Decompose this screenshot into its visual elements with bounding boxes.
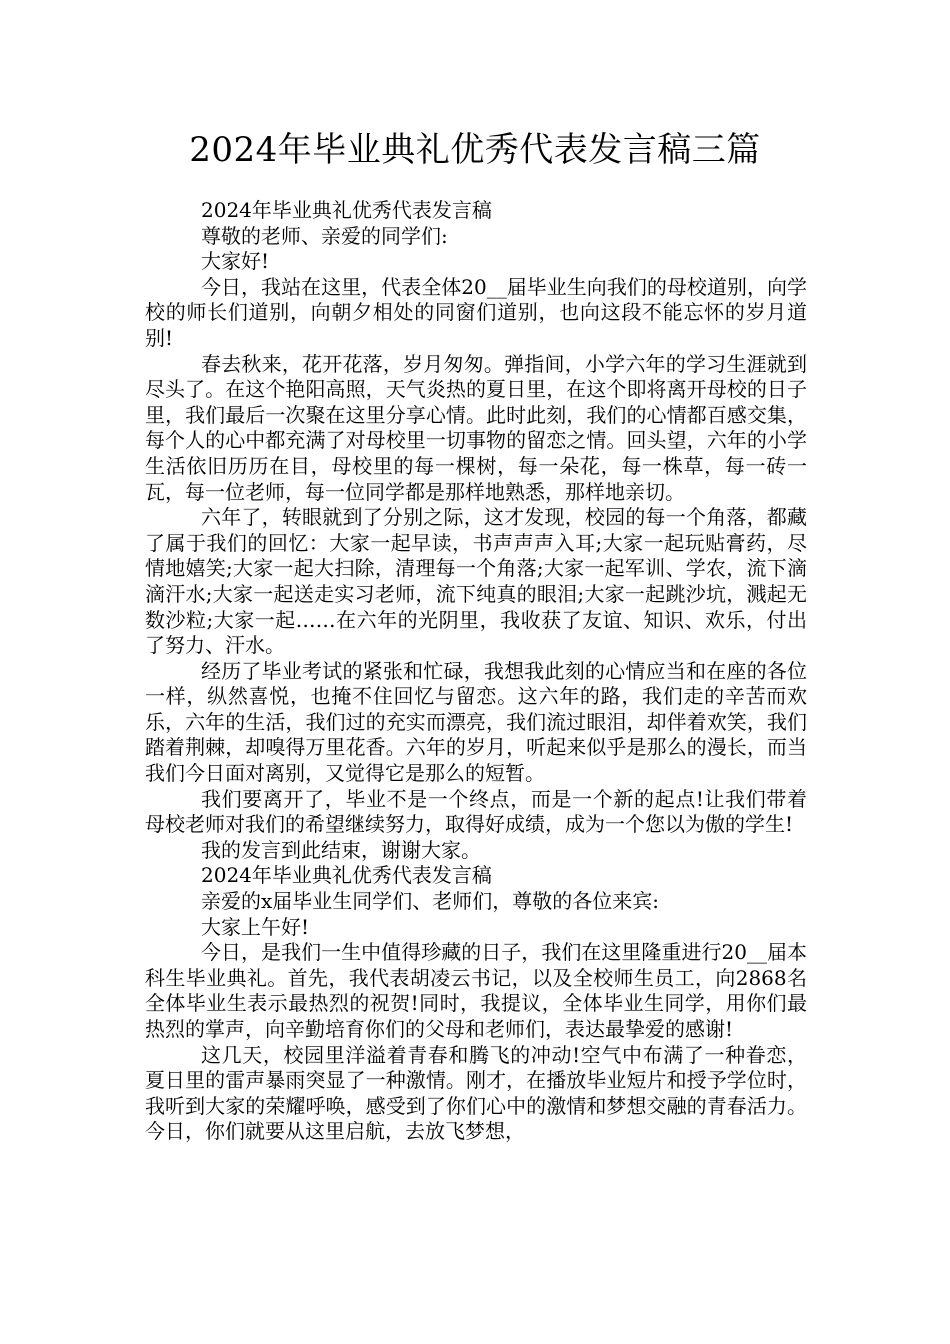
body-paragraph: 春去秋来，花开花落，岁月匆匆。弹指间，小学六年的学习生涯就到尽头了。在这个艳阳高照，天气炎热的夏日里，在这个即将离开母校的日子里，我们最后一次聚在这里分享心情。此时此刻，我们的心情都百感交集，每个人的心中都充满了对母校里一切事物的留恋之情。回头望，六年的小学生活依旧历历在目，母校里的每一棵树，每一朵花，每一株草，每一砖一瓦，每一位老师，每一位同学都是那样地熟悉，那样地亲切。 <box>145 351 807 504</box>
document-body <box>145 198 807 1145</box>
body-paragraph: 今日，是我们一生中值得珍藏的日子，我们在这里隆重进行20__届本科生毕业典礼。首先，我代表胡凌云书记，以及全校师生员工，向2868名全体毕业生表示最热烈的祝贺!同时，我提议，全体毕业生同学，用你们最热烈的掌声，向辛勤培育你们的父母和老师们，表达最挚爱的感谢! <box>145 940 807 1041</box>
section-heading: 2024年毕业典礼优秀代表发言稿 <box>201 198 492 222</box>
salutation: 尊敬的老师、亲爱的同学们: <box>201 223 448 248</box>
body-paragraph: 我们要离开了，毕业不是一个终点，而是一个新的起点!让我们带着母校老师对我们的希望继续努力，取得好成绩，成为一个您以为傲的学生! <box>145 786 807 837</box>
document-title: 2024年毕业典礼优秀代表发言稿三篇 <box>189 130 761 170</box>
greeting: 大家上午好! <box>201 914 310 939</box>
greeting: 大家好! <box>201 249 270 274</box>
body-paragraph: 这几天，校园里洋溢着青春和腾飞的冲动!空气中布满了一种眷恋，夏日里的雷声暴雨突显了一种激情。刚才，在播放毕业短片和授予学位时，我听到大家的荣耀呼唤，感受到了你们心中的激情和梦想交融的青春活力。今日，你们就要从这里启航，去放飞梦想， <box>145 1042 807 1144</box>
body-paragraph: 今日，我站在这里，代表全体20__届毕业生向我们的母校道别，向学校的师长们道别，向朝夕相处的同窗们道别，也向这段不能忘怀的岁月道别! <box>145 274 807 350</box>
body-paragraph: 六年了，转眼就到了分别之际，这才发现，校园的每一个角落，都藏了属于我们的回忆：大家一起早读，书声声声入耳;大家一起玩贴膏药，尽情地嬉笑;大家一起大扫除，清理每一个角落;大家一起军训、学农，流下滴滴汗水;大家一起送走实习老师，流下纯真的眼泪;大家一起跳沙坑，溅起无数沙粒;大家一起……在六年的光阴里，我收获了友谊、知识、欢乐，付出了努力、汗水。 <box>145 505 807 658</box>
body-paragraph: 经历了毕业考试的紧张和忙碌，我想我此刻的心情应当和在座的各位一样，纵然喜悦，也掩不住回忆与留恋。这六年的路，我们走的辛苦而欢乐，六年的生活，我们过的充实而漂亮，我们流过眼泪，却伴着欢笑，我们踏着荆棘，却嗅得万里花香。六年的岁月，听起来似乎是那么的漫长，而当我们今日面对离别，又觉得它是那么的短暂。 <box>145 658 807 786</box>
closing-line: 我的发言到此结束，谢谢大家。 <box>201 837 481 862</box>
section-heading: 2024年毕业典礼优秀代表发言稿 <box>201 863 492 888</box>
salutation: 亲爱的x届毕业生同学们、老师们，尊敬的各位来宾: <box>201 889 660 914</box>
